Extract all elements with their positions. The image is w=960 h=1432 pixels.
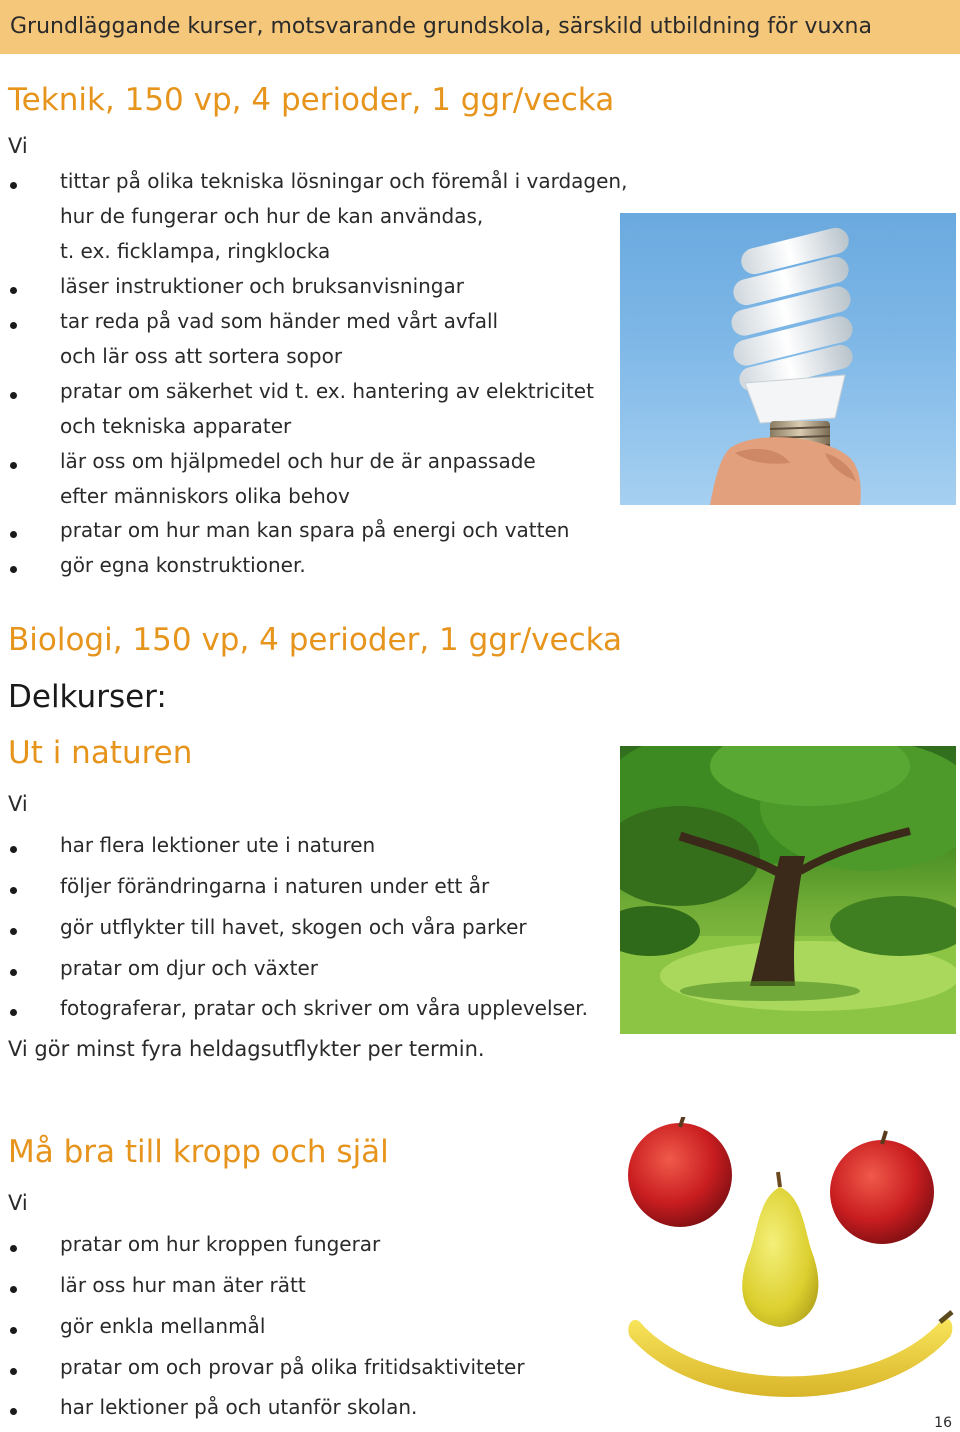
teknik-line: hur de fungerar och hur de kan användas, xyxy=(60,204,484,228)
teknik-line: pratar om säkerhet vid t. ex. hantering av elektricitet xyxy=(60,379,594,403)
bullet xyxy=(10,969,17,976)
kropp-line: pratar om hur kroppen fungerar xyxy=(60,1232,381,1256)
kropp-line: lär oss hur man äter rätt xyxy=(60,1273,306,1297)
teknik-line: och tekniska apparater xyxy=(60,414,292,438)
bullet xyxy=(10,1286,17,1293)
kropp-line: gör enkla mellanmål xyxy=(60,1314,266,1338)
bullet xyxy=(10,287,17,294)
bullet xyxy=(10,846,17,853)
teknik-line: efter människors olika behov xyxy=(60,484,350,508)
kropp-line: pratar om och provar på olika fritidsaktiviteter xyxy=(60,1355,525,1379)
tree-illustration xyxy=(620,746,956,1034)
tree-photo xyxy=(620,746,956,1034)
bullet xyxy=(10,566,17,573)
bullet xyxy=(10,462,17,469)
naturen-intro: Vi xyxy=(8,792,28,816)
bullet xyxy=(10,928,17,935)
kropp-title: Må bra till kropp och själ xyxy=(8,1134,389,1170)
kropp-intro: Vi xyxy=(8,1191,28,1215)
biologi-title: Biologi, 150 vp, 4 perioder, 1 ggr/vecka xyxy=(8,622,623,658)
bullet xyxy=(10,1009,17,1016)
fruit-face-photo xyxy=(620,1117,956,1417)
naturen-line: har flera lektioner ute i naturen xyxy=(60,833,376,857)
teknik-title: Teknik, 150 vp, 4 perioder, 1 ggr/vecka xyxy=(8,82,615,118)
naturen-outro: Vi gör minst fyra heldagsutflykter per termin. xyxy=(8,1037,485,1061)
bullet xyxy=(10,322,17,329)
lightbulb-illustration xyxy=(620,213,956,505)
bullet xyxy=(10,1245,17,1252)
naturen-line: gör utflykter till havet, skogen och våra parker xyxy=(60,915,527,939)
teknik-line: tittar på olika tekniska lösningar och föremål i vardagen, xyxy=(60,169,628,193)
bullet xyxy=(10,887,17,894)
teknik-line: lär oss om hjälpmedel och hur de är anpassade xyxy=(60,449,536,473)
bullet xyxy=(10,1408,17,1415)
header-text: Grundläggande kurser, motsvarande grundskola, särskild utbildning för vuxna xyxy=(10,14,872,39)
naturen-line: fotograferar, pratar och skriver om våra upplevelser. xyxy=(60,996,589,1020)
bullet xyxy=(10,1368,17,1375)
lightbulb-photo xyxy=(620,213,956,505)
teknik-line: tar reda på vad som händer med vårt avfall xyxy=(60,309,499,333)
naturen-line: följer förändringarna i naturen under ett år xyxy=(60,874,490,898)
biologi-subtitle: Delkurser: xyxy=(8,679,167,715)
fruit-face-illustration xyxy=(620,1117,956,1417)
teknik-line: gör egna konstruktioner. xyxy=(60,553,306,577)
bullet xyxy=(10,531,17,538)
teknik-intro: Vi xyxy=(8,134,28,158)
teknik-line: pratar om hur man kan spara på energi och vatten xyxy=(60,518,570,542)
naturen-line: pratar om djur och växter xyxy=(60,956,318,980)
teknik-line: t. ex. ficklampa, ringklocka xyxy=(60,239,331,263)
bullet xyxy=(10,392,17,399)
bullet xyxy=(10,182,17,189)
page-number: 16 xyxy=(934,1415,952,1431)
teknik-line: och lär oss att sortera sopor xyxy=(60,344,343,368)
bullet xyxy=(10,1327,17,1334)
naturen-title: Ut i naturen xyxy=(8,735,193,771)
teknik-line: läser instruktioner och bruksanvisningar xyxy=(60,274,464,298)
kropp-line: har lektioner på och utanför skolan. xyxy=(60,1395,418,1419)
